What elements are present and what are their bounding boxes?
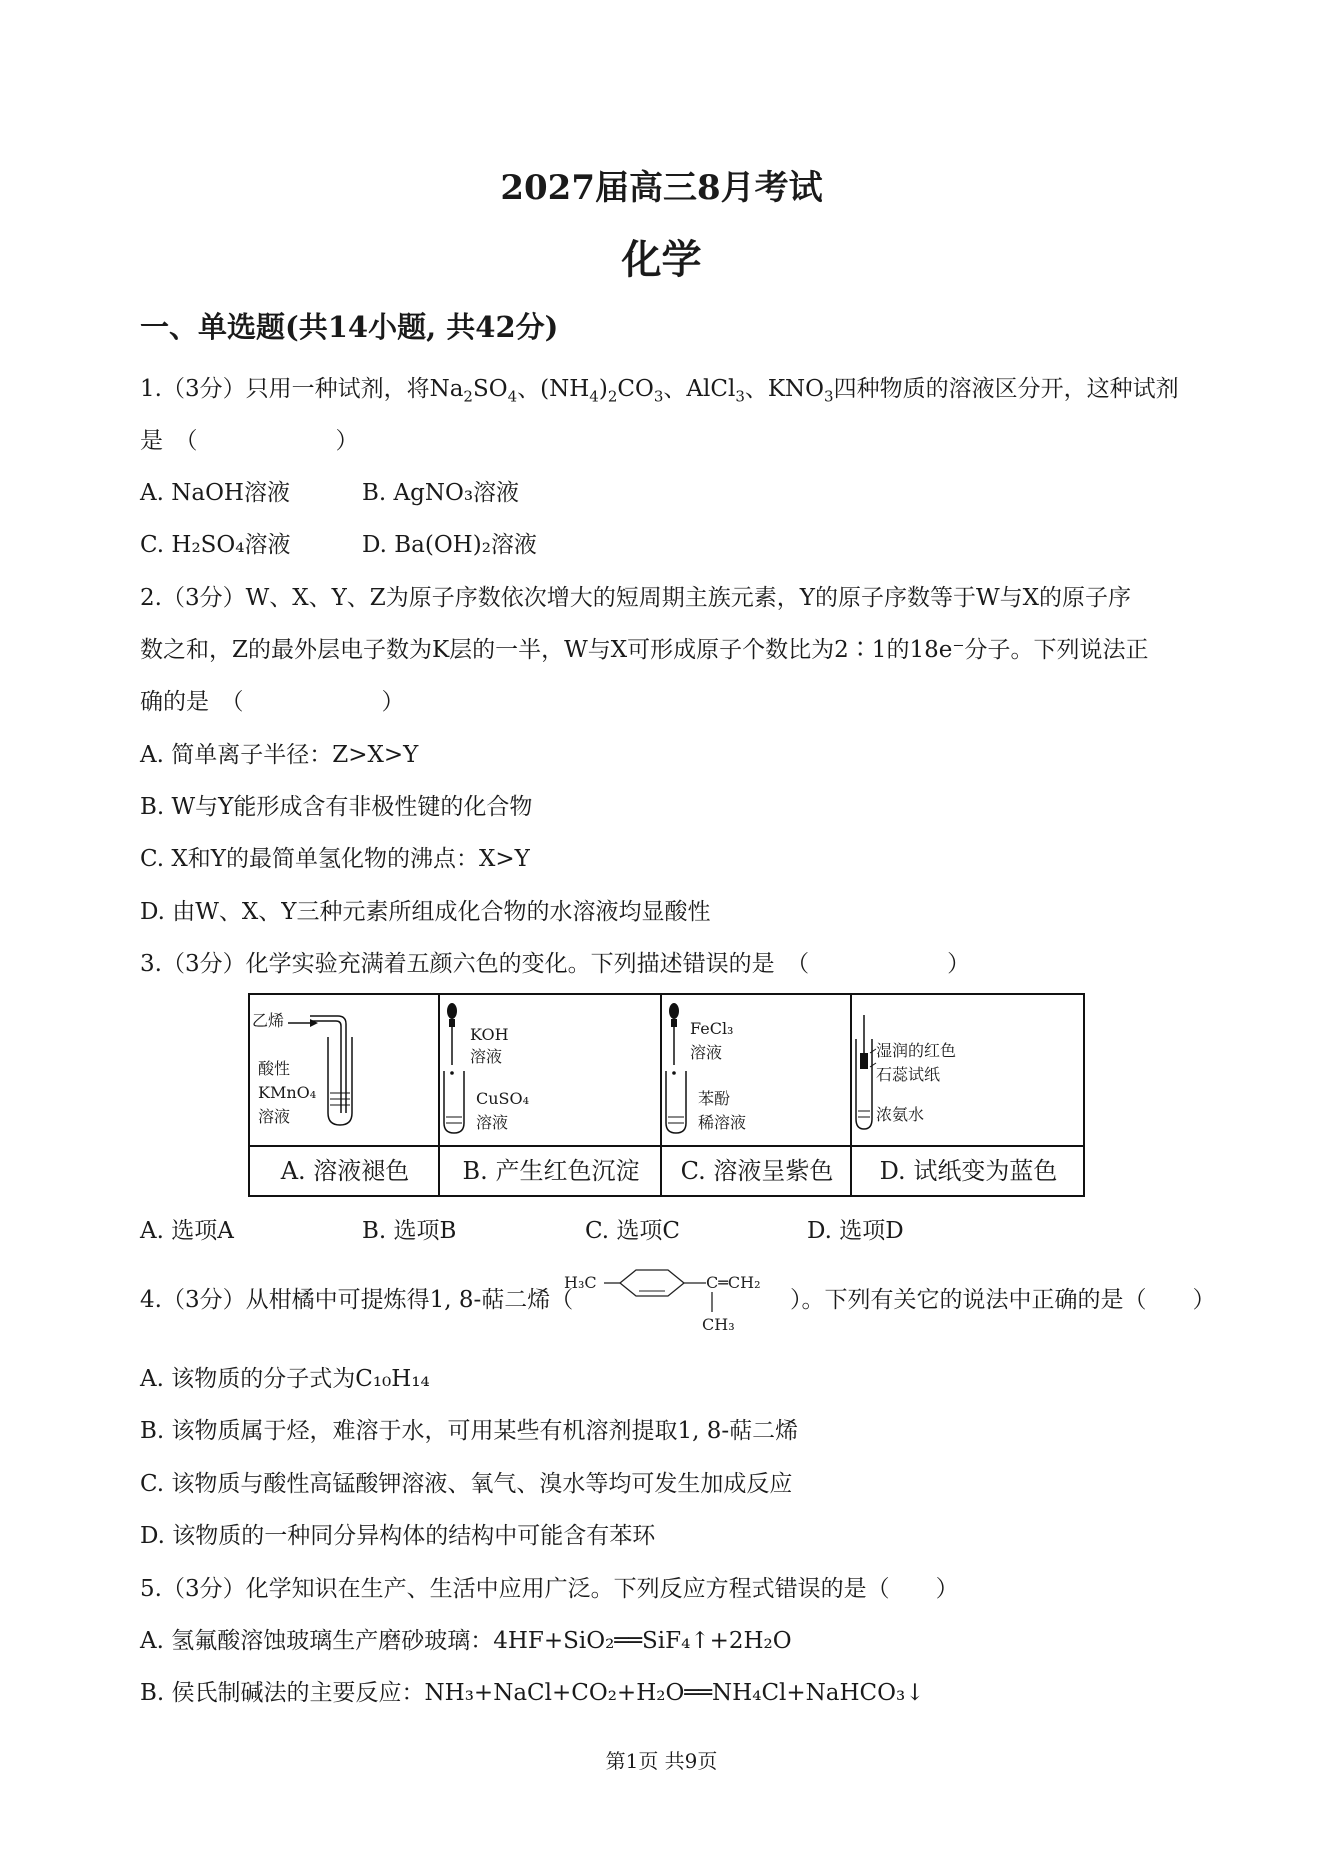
label-ethylene: 乙烯 [252,1011,285,1030]
struct-ch3: CH₃ [702,1315,735,1334]
q1-reagents: $Na_2SO_4$、$(NH_4)_2CO_3$、AlCl$_3$、$KNO_3$四种物质的溶液区分开，这种试剂 [429,376,1179,406]
q3-option-c[interactable]: C. 选项C [585,1218,680,1244]
fecl3-dropper-diagram [662,995,852,1145]
caption-c: C. 溶液呈紫色 [680,1157,834,1185]
q3-option-d[interactable]: D. 选项D [807,1218,904,1244]
limonene-structure [560,1262,792,1340]
q2-stem-line1: 2.（3分）W、X、Y、Z为原子序数依次增大的短周期主族元素，Y的原子序数等于W与X的原子序 [140,585,1131,611]
q4-option-b[interactable]: B. 该物质属于烃，难溶于水，可用某些有机溶剂提取1, 8-萜二烯 [140,1418,799,1444]
q1-stem-line1 [140,374,1179,412]
label-conc-ammonia: 浓氨水 [876,1105,925,1124]
q5-stem: 5.（3分）化学知识在生产、生活中应用广泛。下列反应方程式错误的是（ ） [140,1576,959,1602]
struct-h3c: H₃C [564,1273,597,1292]
q3-option-a[interactable]: A. 选项A [140,1218,234,1244]
label-moist-red: 湿润的红色 [876,1041,957,1060]
q1-option-c[interactable]: C. H₂SO₄溶液 [140,532,291,558]
label-kmno4: KMnO₄ [258,1083,317,1102]
q2-stem-line2: 数之和，Z的最外层电子数为K层的一半，W与X可形成原子个数比为2∶1的18e⁻分子。下列说法正 [140,637,1149,663]
q4-stem-lead: 4.（3分）从柑橘中可提炼得1, 8-萜二烯（ [140,1287,574,1313]
q2-stem-line3: 确的是 （ ） [140,689,405,715]
label-koh: KOH [470,1025,509,1044]
label-cuso4: CuSO₄ [476,1089,530,1108]
koh-dropper-diagram [440,995,662,1145]
label-solution-c: 溶液 [690,1043,723,1062]
page-footer: 第1页 共9页 [605,1749,718,1773]
label-solution-a: 溶液 [258,1107,291,1126]
q4-option-a[interactable]: A. 该物质的分子式为C₁₀H₁₄ [140,1366,430,1392]
q1-stem-line2: 是 （ ） [140,428,359,454]
q1-option-a[interactable]: A. NaOH溶液 [140,480,290,506]
q3-stem: 3.（3分）化学实验充满着五颜六色的变化。下列描述错误的是 （ ） [140,951,971,977]
q2-option-d[interactable]: D. 由W、X、Y三种元素所组成化合物的水溶液均显酸性 [140,899,711,925]
label-dilute-solution: 稀溶液 [698,1113,747,1132]
exam-title: 2027届高三8月考试 [500,168,823,208]
q4-option-c[interactable]: C. 该物质与酸性高锰酸钾溶液、氧气、溴水等均可发生加成反应 [140,1471,793,1497]
q3-experiment-table [248,993,1085,1197]
q1-stem-lead: 1.（3分）只用一种试剂，将 [140,376,430,402]
subject-title: 化学 [621,236,702,283]
q2-option-b[interactable]: B. W与Y能形成含有非极性键的化合物 [140,794,533,820]
struct-ch2: C═CH₂ [706,1273,761,1292]
q3-option-b[interactable]: B. 选项B [362,1218,457,1244]
q1-option-d[interactable]: D. Ba(OH)₂溶液 [362,532,537,558]
q2-option-a[interactable]: A. 简单离子半径：Z>X>Y [140,742,419,768]
label-solution-b2: 溶液 [476,1113,509,1132]
label-solution-b1: 溶液 [470,1047,503,1066]
q5-option-b[interactable]: B. 侯氏制碱法的主要反应：NH₃+NaCl+CO₂+H₂O══NH₄Cl+NaHCO₃↓ [140,1680,925,1706]
section-heading: 一、单选题(共14小题, 共42分) [140,310,559,344]
q2-option-c[interactable]: C. X和Y的最简单氢化物的沸点：X>Y [140,846,530,872]
q4-stem-tail: ）。下列有关它的说法中正确的是（ ） [790,1287,1216,1313]
caption-b: B. 产生红色沉淀 [462,1157,640,1185]
q1-option-b[interactable]: B. AgNO₃溶液 [362,480,520,506]
caption-a: A. 溶液褪色 [280,1157,410,1185]
label-litmus-paper: 石蕊试纸 [876,1065,941,1084]
q4-option-d[interactable]: D. 该物质的一种同分异构体的结构中可能含有苯环 [140,1523,656,1549]
label-fecl3: FeCl₃ [690,1019,734,1038]
label-acidic: 酸性 [258,1059,291,1078]
label-phenol: 苯酚 [698,1089,731,1108]
q5-option-a[interactable]: A. 氢氟酸溶蚀玻璃生产磨砂玻璃：4HF+SiO₂══SiF₄↑+2H₂O [140,1628,792,1654]
caption-d: D. 试纸变为蓝色 [879,1157,1058,1185]
